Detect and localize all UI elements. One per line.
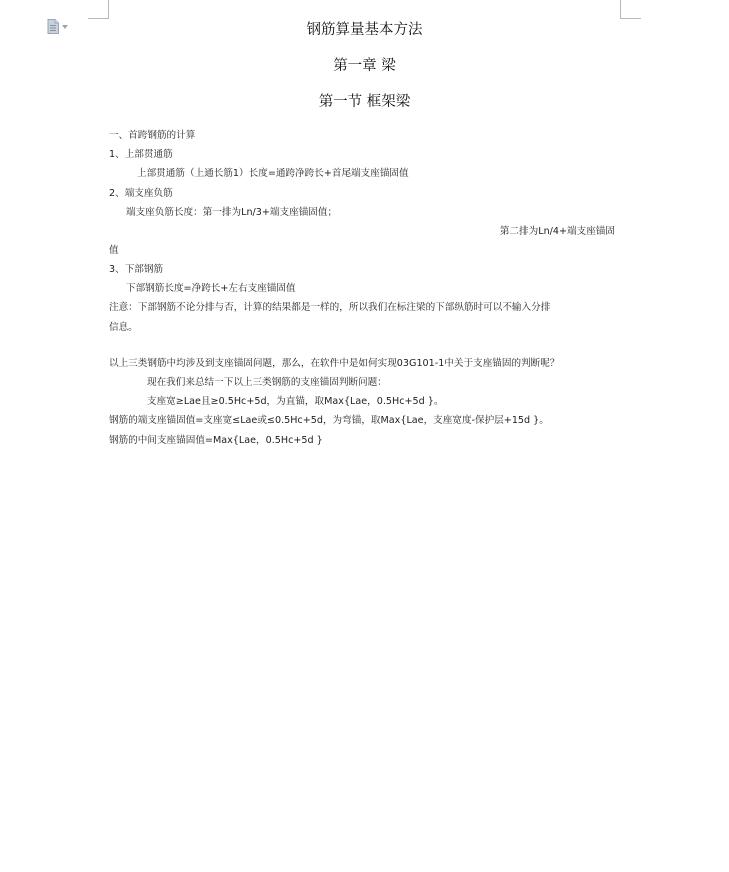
body-line: 2、端支座负筋	[109, 188, 173, 199]
body-line: 一、首跨钢筋的计算	[109, 130, 196, 141]
body-line: 值	[109, 245, 119, 256]
body-line: 现在我们来总结一下以上三类钢筋的支座锚固判断问题：	[147, 377, 387, 388]
body-line: 钢筋的中间支座锚固值=Max{Lae，0.5Hc+5d }	[109, 435, 323, 446]
body-line: 钢筋的端支座锚固值=支座宽≤Lae或≤0.5Hc+5d，为弯锚，取Max{Lae，支座宽度-保护层+15d }。	[109, 415, 549, 426]
body-line: 上部贯通筋（上通长筋1）长度=通跨净跨长+首尾端支座锚固值	[137, 168, 409, 179]
body-line: 以上三类钢筋中均涉及到支座锚固问题，那么，在软件中是如何实现03G101-1中关于支座锚固的判断呢？	[109, 358, 560, 369]
chapter-heading: 第一章 梁	[333, 58, 396, 74]
document-title: 钢筋算量基本方法	[306, 22, 423, 38]
body-line: 第二排为Ln/4+端支座锚固	[499, 226, 615, 237]
body-line: 注意：下部钢筋不论分排与否，计算的结果都是一样的，所以我们在标注梁的下部纵筋时可以不输入分排	[109, 302, 551, 313]
body-line: 1、上部贯通筋	[109, 149, 173, 160]
margin-corner-top-right	[620, 0, 641, 19]
body-line: 支座宽≥Lae且≥0.5Hc+5d，为直锚，取Max{Lae，0.5Hc+5d }。	[147, 396, 444, 407]
section-heading: 第一节 框架梁	[318, 94, 411, 110]
body-line: 下部钢筋长度=净跨长+左右支座锚固值	[126, 283, 296, 294]
body-line: 信息。	[109, 322, 138, 333]
body-line: 端支座负筋长度：第一排为Ln/3+端支座锚固值；	[126, 207, 338, 218]
body-line: 3、下部钢筋	[109, 264, 164, 275]
margin-corner-top-left	[88, 0, 109, 19]
